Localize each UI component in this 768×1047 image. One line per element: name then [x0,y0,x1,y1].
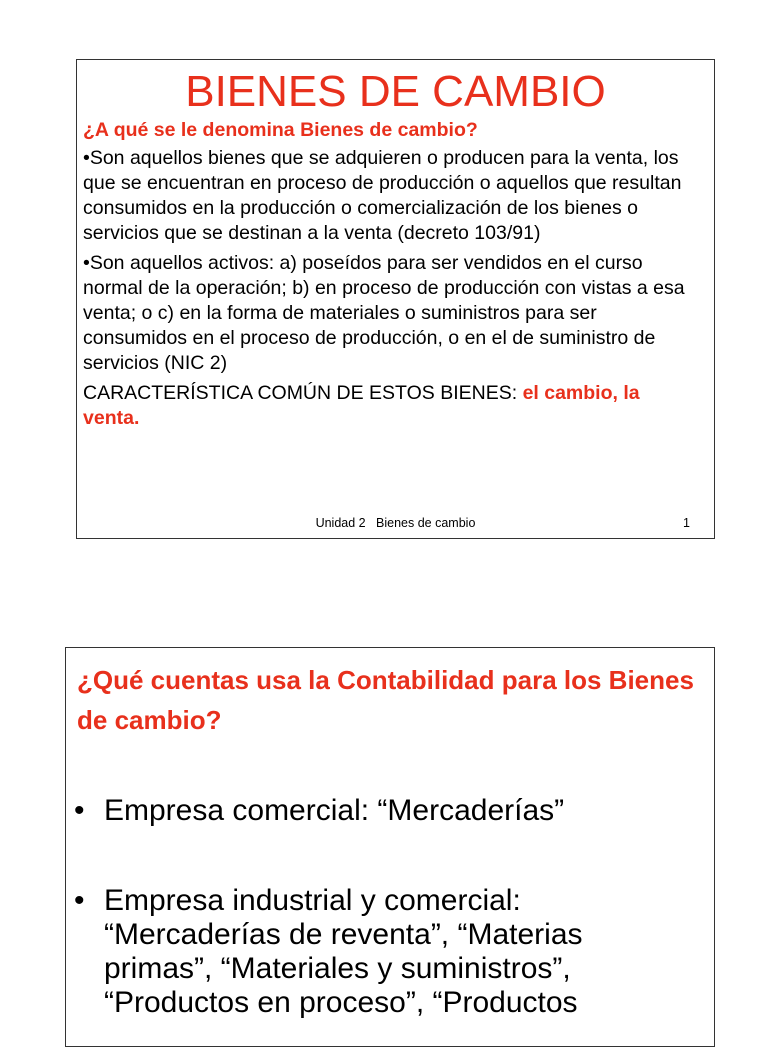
characteristic-line [83,381,694,431]
characteristic-label: CARACTERÍSTICA COMÚN DE ESTOS BIENES: [83,382,523,404]
definition-paragraph-2: •Son aquellos activos: a) poseídos para ser vendidos en el curso normal de la operación; b) en proceso de producción con vistas a esa venta; o c) en la forma de materiales o suministros para ser consumidos en el proceso de producción, o en el de suministro de servicios (NIC 2) [83,252,685,374]
question-heading: ¿A qué se le denomina Bienes de cambio? [83,119,478,141]
list-item-text: Empresa industrial y comercial: “Mercaderías de reventa”, “Materias primas”, “Materiales y suministros”, “Productos en proceso”, “Productos [104,884,583,1019]
footer-text: Unidad 2 Bienes de cambio [315,516,476,530]
bullet-icon: • [74,884,85,917]
list-item [74,884,694,1020]
slide-title: BIENES DE CAMBIO [185,67,606,116]
list-item-text: Empresa comercial: “Mercaderías” [104,794,565,827]
slide-title: ¿Qué cuentas usa la Contabilidad para los Bienes de cambio? [77,665,694,735]
slide-1 [76,59,715,539]
characteristic-value: el cambio, la venta. [83,382,640,429]
bullet-icon: • [74,794,85,827]
definition-paragraph-1: •Son aquellos bienes que se adquieren o producen para la venta, los que se encuentran en proceso de producción o aquellos que resultan consumidos en la producción o comercialización de los bienes o servicios que se destinan a la venta (decreto 103/91) [83,147,682,244]
slide-2 [65,647,715,1047]
slide-body [83,118,694,436]
page-number: 1 [683,516,690,530]
list-item [74,794,694,828]
